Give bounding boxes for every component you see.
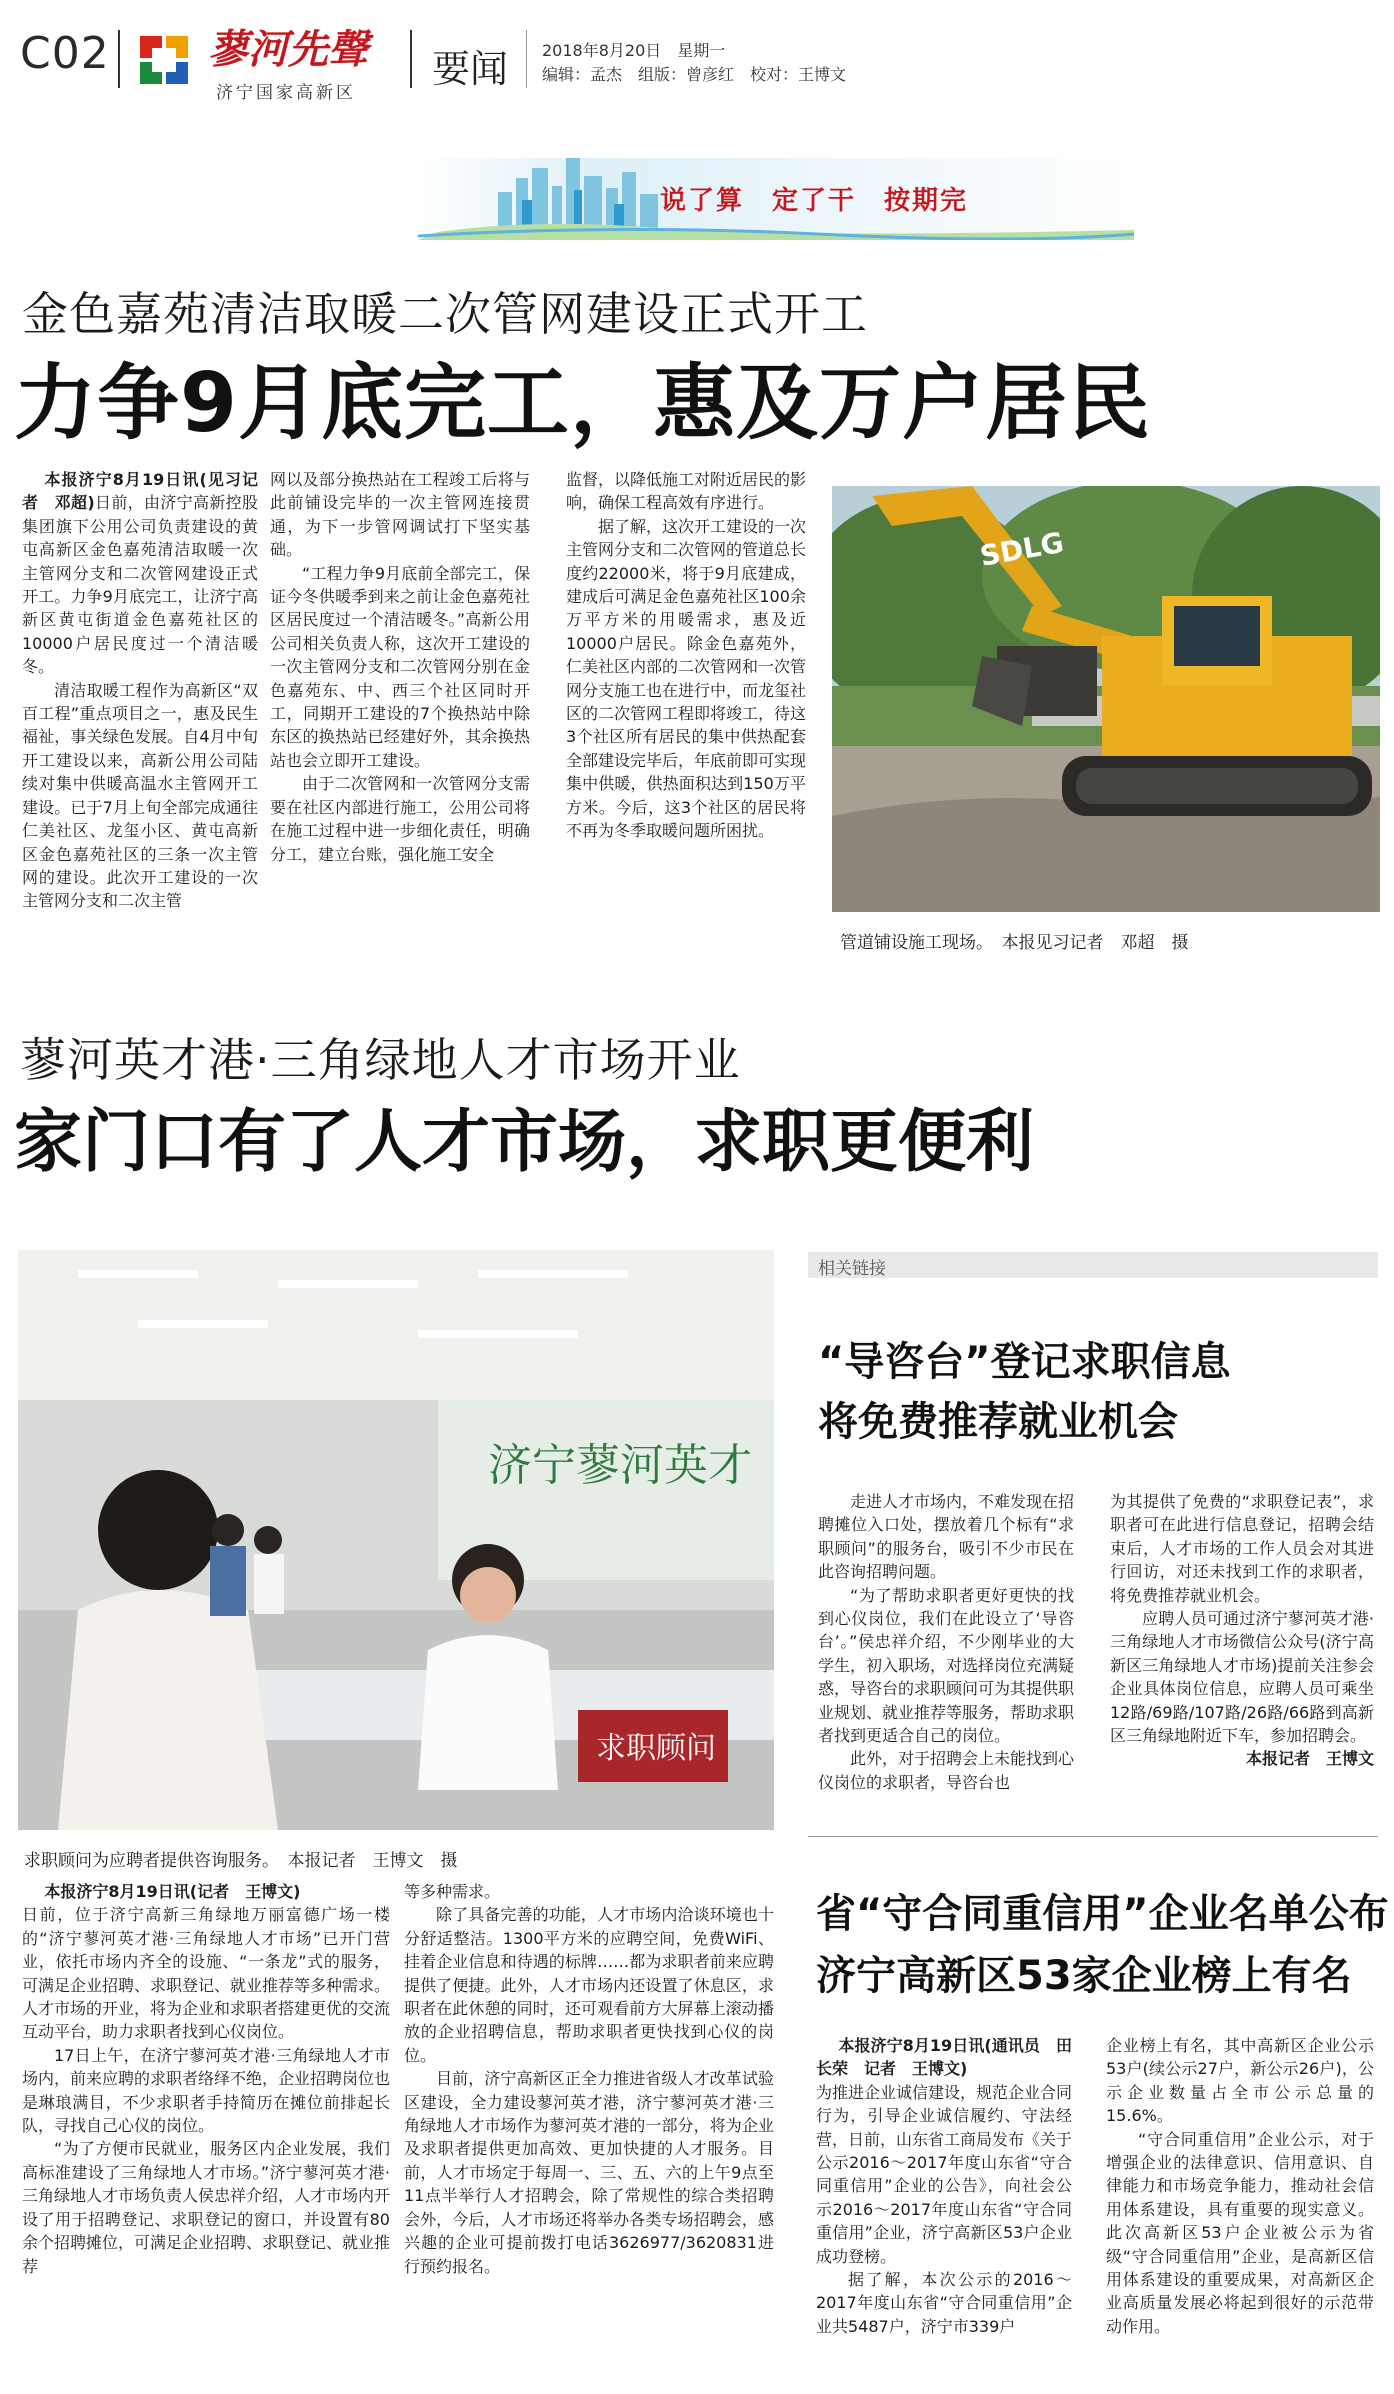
story2-headline: 家门口有了人才市场，求职更便利 xyxy=(14,1103,1035,1182)
story1-column-2 xyxy=(270,468,530,866)
section-divider xyxy=(808,1836,1378,1837)
story3-byline: 本报济宁8月19日讯(通讯员 田长荣 记者 王博文) xyxy=(816,2036,1072,2079)
article-paragraph: 日前，由济宁高新控股集团旗下公用公司负责建设的黄屯高新区金色嘉苑清洁取暖一次主管网分支和二次管网建设正式开工。力争9月底完工，让济宁高新区黄屯街道金色嘉苑社区的10000户居民度过一个清洁暖冬。 xyxy=(22,493,258,677)
related-reporter: 本报记者 王博文 xyxy=(1245,1749,1374,1769)
related-column-2 xyxy=(1110,1490,1374,1771)
story2-kicker: 蓼河英才港·三角绿地人才市场开业 xyxy=(20,1033,741,1087)
story2-photo-caption: 求职顾问为应聘者提供咨询服务。 本报记者 王博文 摄 xyxy=(24,1851,458,1871)
article-paragraph: 清洁取暖工程作为高新区“双百工程”重点项目之一，惠及民生福祉，事关绿色发展。自4月中旬开工建设以来，高新公用公司陆续对集中供暖高温水主管网开工建设。已于7月上旬全部完成通往仁美社区、龙玺小区、黄屯高新区金色嘉苑社区的三条一次主管网的建设。此次开工建设的一次主管网分支和二次主管 xyxy=(22,680,258,911)
article-paragraph: 为其提供了免费的“求职登记表”，求职者可在此进行信息登记，招聘会结束后，人才市场的工作人员会对其进行回访，对还未找到工作的求职者，将免费推荐就业机会。 xyxy=(1110,1492,1374,1605)
excavator-brand-text: SDLG xyxy=(977,525,1067,573)
newspaper-logo-icon xyxy=(138,34,190,86)
article-paragraph: 为推进企业诚信建设，规范企业合同行为，引导企业诚信履约、守法经营，日前，山东省工商局发布《关于公示2016～2017年度山东省“守合同重信用”企业的公告》，向社会公示2016～2017年度山东省“守合同重信用”企业，济宁高新区53户企业成功登榜。 xyxy=(816,2082,1073,2266)
issue-date: 2018年8月20日 星期一 xyxy=(542,41,726,60)
newspaper-subtitle: 济宁国家高新区 xyxy=(216,83,356,103)
section-title: 要闻 xyxy=(432,47,509,91)
story3-column-2 xyxy=(1106,2034,1374,2338)
article-paragraph: 网以及部分换热站在工程竣工后将与此前铺设完毕的一次主管网连接贯通，为下一步管网调试打下坚实基础。 xyxy=(270,470,530,560)
article-paragraph: 此外，对于招聘会上未能找到心仪岗位的求职者，导咨台也 xyxy=(818,1749,1075,1792)
article-paragraph: 由于二次管网和一次管网分支需要在社区内部进行施工，公用公司将在施工过程中进一步细化责任，明确分工，建立台账，强化施工安全 xyxy=(270,774,530,864)
photo-sign-text: 求职顾问 xyxy=(596,1731,716,1766)
article-paragraph: 企业榜上有名，其中高新区企业公示53户(续公示27户，新公示26户)，公示企业数量占全市公示总量的15.6%。 xyxy=(1106,2036,1374,2126)
story2-byline: 本报济宁8月19日讯(记者 王博文) xyxy=(44,1882,301,1901)
story1-column-3 xyxy=(566,468,806,843)
story1-column-1 xyxy=(22,468,258,913)
story3-headline-2: 济宁高新区53家企业榜上有名 xyxy=(816,1953,1352,1999)
editor-credits: 编辑：孟杰 组版：曾彦红 校对：王博文 xyxy=(542,65,847,84)
article-paragraph: 目前，济宁高新区正全力推进省级人才改革试验区建设，全力建设蓼河英才港，济宁蓼河英才港·三角绿地人才市场作为蓼河英才港的一部分，将为企业及求职者提供更加高效、更加快捷的人才服务。目前，人才市场定于每周一、三、五、六的上午9点至11点半举行人才招聘会，除了常规性的综合类招聘会外，今后，人才市场还将举办各类专场招聘会，感兴趣的企业可提前拨打电话3626977/3620831进行预约报名。 xyxy=(404,2069,774,2276)
masthead-divider xyxy=(118,30,120,88)
story1-kicker: 金色嘉苑清洁取暖二次管网建设正式开工 xyxy=(22,287,868,341)
related-headline-1: “导咨台”登记求职信息 xyxy=(818,1339,1231,1385)
article-paragraph: “守合同重信用”企业公示，对于增强企业的法律意识、信用意识、自律能力和市场竞争能力，推动社会信用体系建设，具有重要的现实意义。此次高新区53户企业被公示为省级“守合同重信用”企业，是高新区信用体系建设的重要成果，对高新区企业高质量发展必将起到很好的示范带动作用。 xyxy=(1106,2129,1374,2336)
article-paragraph: “为了方便市民就业，服务区内企业发展，我们高标准建设了三角绿地人才市场。”济宁蓼河英才港·三角绿地人才市场负责人侯忠祥介绍，人才市场内开设了用于招聘登记、求职登记的窗口，并设置有80余个招聘摊位，可满足企业招聘、求职登记、就业推荐 xyxy=(22,2139,391,2276)
story3-column-1 xyxy=(816,2034,1072,2338)
banner-slogan: 说了算 定了干 按期完 xyxy=(660,186,969,216)
story1-byline: 本报济宁8月19日讯(见习记者 邓超) xyxy=(22,470,258,513)
article-paragraph: 据了解，本次公示的2016～2017年度山东省“守合同重信用”企业共5487户，济宁市339户 xyxy=(816,2270,1072,2336)
story2-column-2 xyxy=(404,1880,774,2278)
article-paragraph: “工程力争9月底前全部完工，保证今冬供暖季到来之前让金色嘉苑社区居民度过一个清洁暖冬。”高新公用公司相关负责人称，这次开工建设的一次主管网分支和二次管网分别在金色嘉苑东、中、西三个社区同时开工，同期开工建设的7个换热站中除东区的换热站已经建好外，其余换热站也会立即开工建设。 xyxy=(270,563,530,770)
story3-headline-1: 省“守合同重信用”企业名单公布 xyxy=(816,1891,1389,1937)
article-paragraph: 应聘人员可通过济宁蓼河英才港·三角绿地人才市场微信公众号(济宁高新区三角绿地人才市场)提前关注参会企业具体岗位信息，应聘人员可乘坐12路/69路/107路/26路/66路到高新区三角绿地附近下车，参加招聘会。 xyxy=(1110,1609,1374,1746)
excavator-photo xyxy=(832,486,1380,912)
related-link-label: 相关链接 xyxy=(818,1259,886,1279)
newspaper-brand: 蓼河先聲 xyxy=(208,26,368,73)
article-paragraph: “为了帮助求职者更好更快的找到心仪岗位，我们在此设立了‘导咨台’。”侯忠祥介绍，不少刚毕业的大学生，初入职场，对选择岗位充满疑惑，导咨台的求职顾问可为其提供职业规划、就业推荐等服务，帮助求职者找到更适合自己的岗位。 xyxy=(818,1585,1075,1746)
article-paragraph: 据了解，这次开工建设的一次主管网分支和二次管网的管道总长度约22000米，将于9月底建成，建成后可满足金色嘉苑社区100余万平方米的用暖需求，惠及近10000户居民。除金色嘉苑外，仁美社区内部的二次管网和一次管网分支施工也在进行中，而龙玺社区的二次管网工程即将竣工，待这3个社区所有居民的集中供热配套全部建设完毕后，年底前即可实现集中供暖，供热面积达到150万平方米。今后，这3个社区的居民将不再为冬季取暖问题所困扰。 xyxy=(566,516,807,841)
masthead-divider xyxy=(526,30,527,88)
article-paragraph: 监督，以降低施工对附近居民的影响，确保工程高效有序进行。 xyxy=(566,470,807,513)
article-paragraph: 走进人才市场内，不难发现在招聘摊位入口处，摆放着几个标有“求职顾问”的服务台，吸引不少市民在此咨询招聘问题。 xyxy=(818,1492,1075,1582)
story1-photo-caption: 管道铺设施工现场。 本报见习记者 邓超 摄 xyxy=(840,933,1189,953)
article-paragraph: 17日上午，在济宁蓼河英才港·三角绿地人才市场内，前来应聘的求职者络绎不绝，企业招聘岗位也是琳琅满目，不少求职者手持简历在摊位前排起长队，寻找自己心仪的岗位。 xyxy=(22,2045,391,2136)
story2-column-1 xyxy=(22,1880,390,2278)
article-paragraph: 日前，位于济宁高新三角绿地万丽富德广场一楼的“济宁蓼河英才港·三角绿地人才市场”已开门营业，依托市场内齐全的设施、“一条龙”式的服务，可满足企业招聘、求职登记、就业推荐等多种需求。人才市场的开业，将为企业和求职者搭建更优的交流互动平台，助力求职者找到心仪岗位。 xyxy=(22,1905,391,2042)
article-paragraph: 等多种需求。 xyxy=(404,1882,501,1901)
related-column-1 xyxy=(818,1490,1074,1794)
related-headline-2: 将免费推荐就业机会 xyxy=(818,1399,1178,1445)
masthead-divider xyxy=(410,30,412,88)
job-market-photo xyxy=(18,1250,774,1830)
page-number: C02 xyxy=(20,28,110,79)
story1-headline: 力争9月底完工，惠及万户居民 xyxy=(14,356,1152,451)
related-link-bar xyxy=(808,1252,1378,1278)
article-paragraph: 除了具备完善的功能，人才市场内洽谈环境也十分舒适整洁。1300平方米的应聘空间，免费WiFi、挂着企业信息和待遇的标牌……都为求职者前来应聘提供了便捷。此外，人才市场内还设置了休息区，求职者在此休憩的同时，还可观看前方大屏幕上滚动播放的企业招聘信息，帮助求职者更快找到心仪的岗位。 xyxy=(404,1905,774,2065)
photo-wall-text: 济宁蓼河英才 xyxy=(488,1440,752,1491)
